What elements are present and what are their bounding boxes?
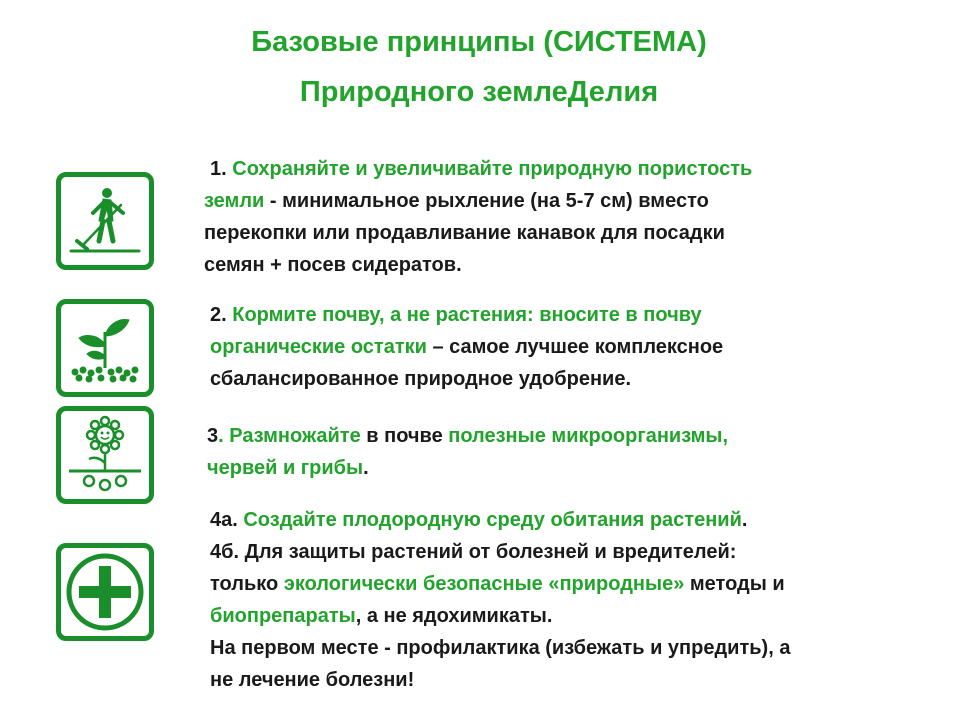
principle-text: . <box>741 509 748 531</box>
principle-text: – самое лучшее комплексное <box>426 336 724 358</box>
principle-2 <box>210 299 723 395</box>
principle-highlight: Сохраняйте и увеличивайте природную пористость <box>232 158 753 180</box>
principle-text: , а не ядохимикаты. <box>355 605 553 627</box>
principle-highlight: . Размножайте <box>218 425 361 447</box>
farmer-hoe-icon <box>56 172 154 270</box>
principle-text: не лечение болезни! <box>210 669 415 691</box>
principle-highlight: биопрепараты <box>210 605 356 627</box>
principle-number: 4а. <box>210 509 244 531</box>
sprout-icon <box>56 299 154 397</box>
green-cross-icon <box>56 543 154 641</box>
principle-text: - минимальное рыхление (на 5-7 см) вместо <box>264 190 709 212</box>
principle-text: . <box>363 457 369 479</box>
principle-highlight: Создайте плодородную среду обитания растений <box>243 509 742 531</box>
page-subtitle: Природного землеДелия <box>299 76 659 108</box>
principle-number: 2. <box>210 304 233 326</box>
principle-1 <box>204 153 753 281</box>
principle-highlight: полезные микроорганизмы, <box>448 425 729 447</box>
principle-highlight: органические остатки <box>210 336 427 358</box>
principle-highlight: Кормите почву, а не растения: вносите в почву <box>232 304 702 326</box>
principle-text: только <box>210 573 284 595</box>
page-title: Базовые принципы (СИСТЕМА) <box>251 26 707 58</box>
principle-text: перекопки или продавливание канавок для посадки <box>204 222 725 244</box>
principle-number: 1. <box>210 158 233 180</box>
principle-text: методы и <box>684 573 785 595</box>
principle-highlight: экологически безопасные «природные» <box>283 573 685 595</box>
principle-3 <box>207 420 728 484</box>
principle-text: сбалансированное природное удобрение. <box>210 368 632 390</box>
principle-text: На первом месте - профилактика (избежать и упредить), а <box>210 637 791 659</box>
principle-text: в почве <box>360 425 449 447</box>
principle-4 <box>210 504 790 696</box>
principle-highlight: земли <box>204 190 265 212</box>
principle-highlight: червей и грибы <box>207 457 364 479</box>
principle-number: 3 <box>207 425 219 447</box>
flower-microorganisms-icon <box>56 406 154 504</box>
principle-text: 4б. Для защиты растений от болезней и вредителей: <box>210 541 737 563</box>
principle-text: семян + посев сидератов. <box>204 254 462 276</box>
